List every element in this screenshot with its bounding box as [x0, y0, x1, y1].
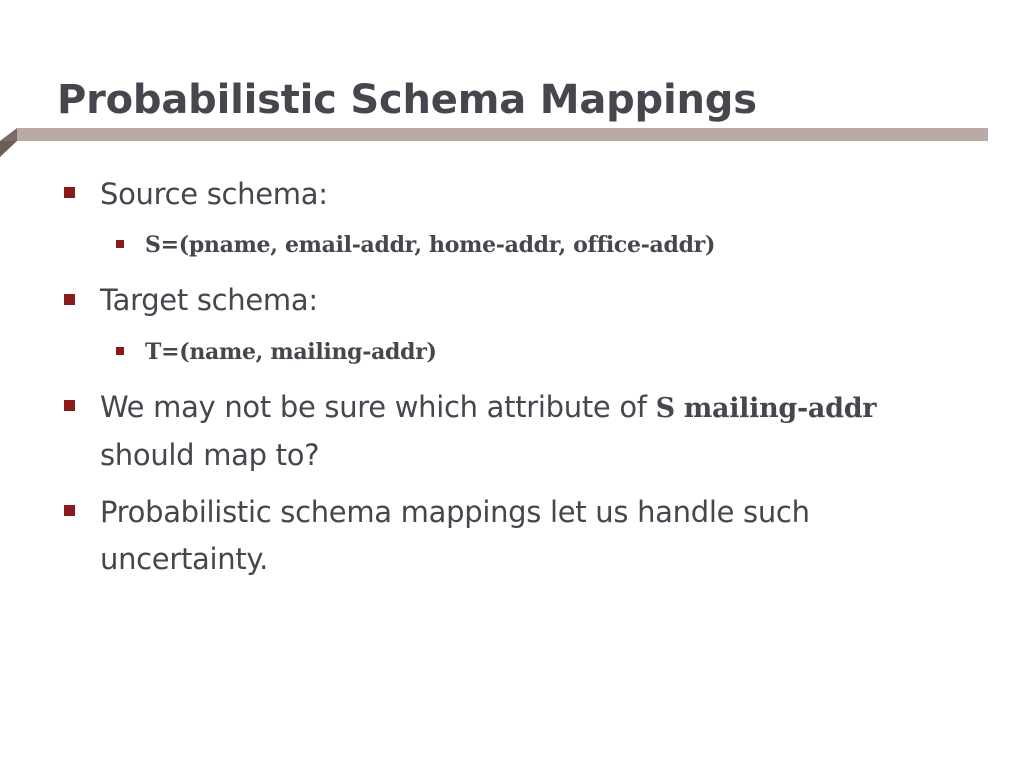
bullet-probabilistic-mappings: Probabilistic schema mappings let us handle such uncertainty. [100, 495, 810, 576]
sub-bullet-target-schema-def: T=(name, mailing-addr) [145, 339, 437, 365]
bullet-text-part: We may not be sure which attribute of [100, 390, 656, 424]
sub-bullet-marker [116, 347, 124, 355]
title-bar-notch [0, 128, 17, 141]
sub-bullet-marker [116, 240, 124, 248]
slide-title: Probabilistic Schema Mappings [57, 77, 757, 123]
bullet-marker [64, 400, 75, 411]
bullet-marker [64, 187, 75, 198]
attribute-name-emphasis: mailing-addr [683, 393, 877, 424]
bullet-target-schema: Target schema: [100, 283, 318, 317]
title-bar-notch-lower [0, 141, 17, 157]
schema-name-emphasis: S [655, 393, 675, 424]
bullet-source-schema: Source schema: [100, 177, 328, 211]
bullet-marker [64, 505, 75, 516]
bullet-marker [64, 294, 75, 305]
bullet-uncertain-attribute [100, 384, 940, 479]
sub-bullet-source-schema-def: S=(pname, email-addr, home-addr, office-addr) [145, 232, 716, 258]
bullet-text-part: should map to? [100, 438, 320, 472]
title-underline-bar [17, 128, 988, 141]
